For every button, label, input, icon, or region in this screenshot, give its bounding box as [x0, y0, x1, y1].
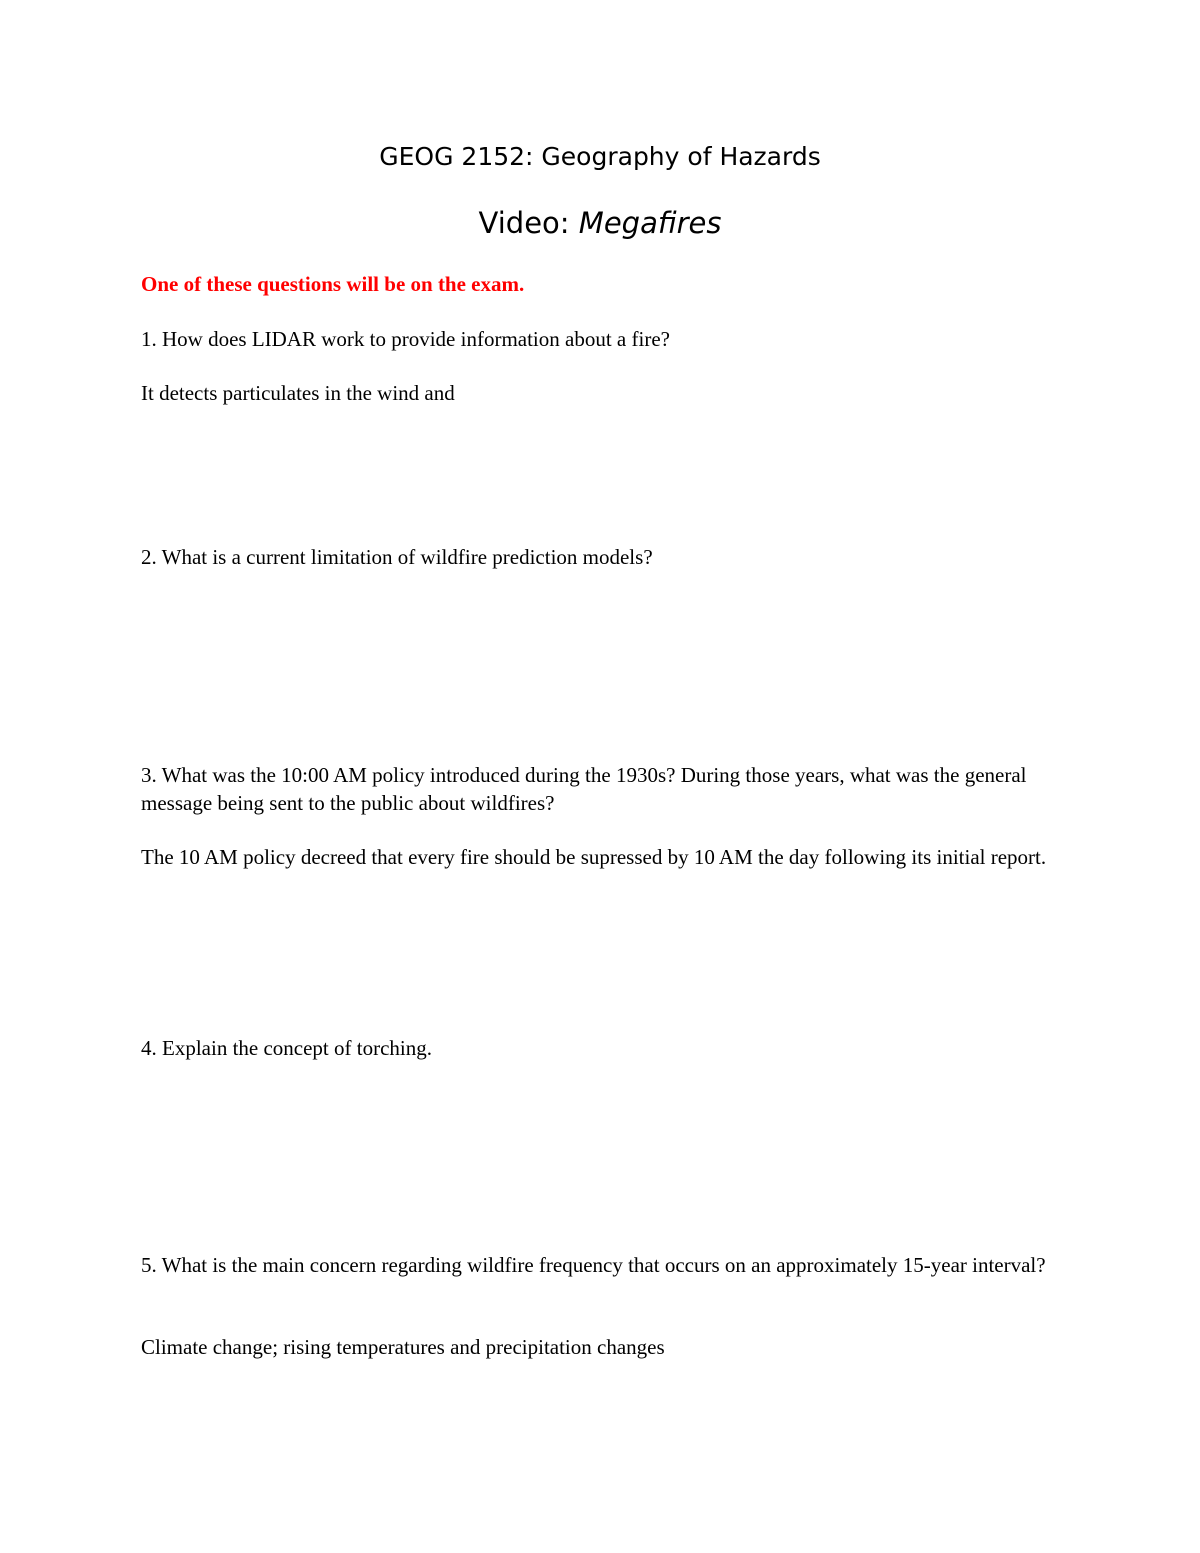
- subtitle-prefix: Video:: [478, 206, 579, 240]
- answer-1: It detects particulates in the wind and: [141, 381, 455, 405]
- question-1: 1. How does LIDAR work to provide information about a fire?: [141, 327, 670, 351]
- subtitle-video-name: Megafires: [578, 206, 722, 240]
- question-4: 4. Explain the concept of torching.: [141, 1036, 432, 1060]
- question-2: 2. What is a current limitation of wildfire prediction models?: [141, 545, 653, 569]
- document-subtitle: [0, 204, 1200, 242]
- answer-3: The 10 AM policy decreed that every fire should be supressed by 10 AM the day following its initial report.: [141, 845, 1047, 869]
- question-5: 5. What is the main concern regarding wildfire frequency that occurs on an approximately 15-year interval?: [141, 1253, 1046, 1277]
- answer-5: Climate change; rising temperatures and precipitation changes: [141, 1335, 665, 1359]
- exam-notice: One of these questions will be on the exam.: [141, 272, 525, 296]
- document-title: GEOG 2152: Geography of Hazards: [379, 142, 821, 171]
- question-3: 3. What was the 10:00 AM policy introduced during the 1930s? During those years, what was the general message being sent to the public about wildfires?: [141, 763, 1027, 815]
